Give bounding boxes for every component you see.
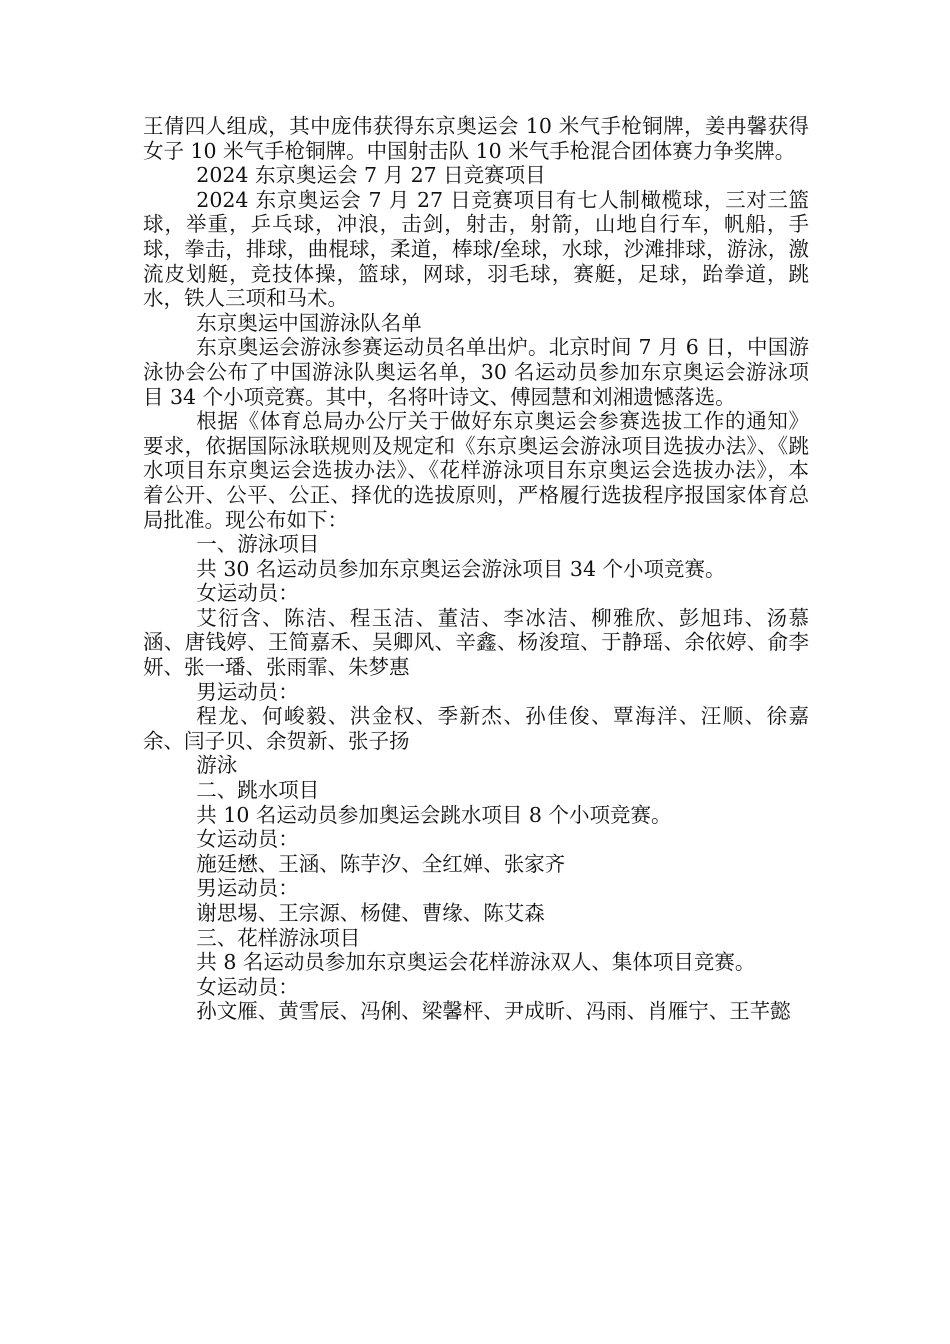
label-male-athletes: 男运动员：	[196, 876, 299, 901]
label-male-athletes: 男运动员：	[196, 679, 299, 704]
paragraph-diving-summary: 共 10 名运动员参加奥运会跳水项目 8 个小项竞赛。	[196, 802, 672, 827]
list-diving-female: 施廷懋、王涵、陈芋汐、全红婵、张家齐	[196, 851, 566, 876]
paragraph-artistic-swimming-summary: 共 8 名运动员参加东京奥运会花样游泳双人、集体项目竞赛。	[196, 950, 756, 975]
section-heading-swimming: 一、游泳项目	[196, 532, 320, 557]
label-swimming: 游泳	[196, 753, 238, 778]
section-heading-artistic-swimming: 三、花样游泳项目	[196, 925, 361, 950]
section-heading-diving: 二、跳水项目	[196, 778, 320, 803]
paragraph-swimming-summary: 共 30 名运动员参加东京奥运会游泳项目 34 个小项竞赛。	[196, 556, 726, 581]
label-female-athletes: 女运动员：	[196, 581, 299, 606]
heading-july-27-events: 2024 东京奥运会 7 月 27 日竞赛项目	[196, 163, 546, 188]
list-swimming-female: 艾衍含、陈洁、程玉洁、董洁、李冰洁、柳雅欣、彭旭玮、汤慕涵、唐钱婷、王简嘉禾、吴卿风、辛鑫、杨浚瑄、于静瑶、余依婷、俞李妍、张一璠、张雨霏、朱梦惠	[143, 605, 809, 680]
list-artistic-swimming-female: 孙文雁、黄雪辰、冯俐、梁馨枰、尹成昕、冯雨、肖雁宁、王芊懿	[196, 999, 791, 1024]
paragraph-shooting-team: 王倩四人组成，其中庞伟获得东京奥运会 10 米气手枪铜牌，姜冉馨获得女子 10 米气手枪铜牌。中国射击队 10 米气手枪混合团体赛力争奖牌。	[143, 114, 809, 163]
list-swimming-male: 程龙、何峻毅、洪金权、季新杰、孙佳俊、覃海洋、汪顺、徐嘉余、闫子贝、余贺新、张子扬	[143, 704, 809, 753]
document-page	[143, 114, 809, 1024]
label-female-athletes: 女运动员：	[196, 827, 299, 852]
paragraph-selection-basis: 根据《体育总局办公厅关于做好东京奥运会参赛选拔工作的通知》要求，依据国际泳联规则及规定和《东京奥运会游泳项目选拔办法》、《跳水项目东京奥运会选拔办法》、《花样游泳项目东京奥运会选拔办法》，本着公开、公平、公正、择优的选拔原则，严格履行选拔程序报国家体育总局批准。现公布如下：	[143, 409, 809, 532]
list-diving-male: 谢思埸、王宗源、杨健、曹缘、陈艾森	[196, 901, 545, 925]
paragraph-roster-announcement: 东京奥运会游泳参赛运动员名单出炉。北京时间 7 月 6 日，中国游泳协会公布了中国游泳队奥运名单，30 名运动员参加东京奥运会游泳项目 34 个小项竞赛。其中，名将叶诗文、傅园慧和刘湘遗憾落选。	[143, 335, 809, 409]
heading-swim-team-roster: 东京奥运中国游泳队名单	[196, 310, 422, 335]
label-female-athletes: 女运动员：	[196, 974, 299, 999]
paragraph-july-27-events: 2024 东京奥运会 7 月 27 日竞赛项目有七人制橄榄球，三对三篮球，举重，乒乓球，冲浪，击剑，射击，射箭，山地自行车，帆船，手球，拳击，排球，曲棍球，柔道，棒球/垒球，水球，沙滩排球，游泳，激流皮划艇，竞技体操，篮球，网球，羽毛球，赛艇，足球，跆拳道，跳水，铁人三项和马术。	[143, 187, 809, 311]
